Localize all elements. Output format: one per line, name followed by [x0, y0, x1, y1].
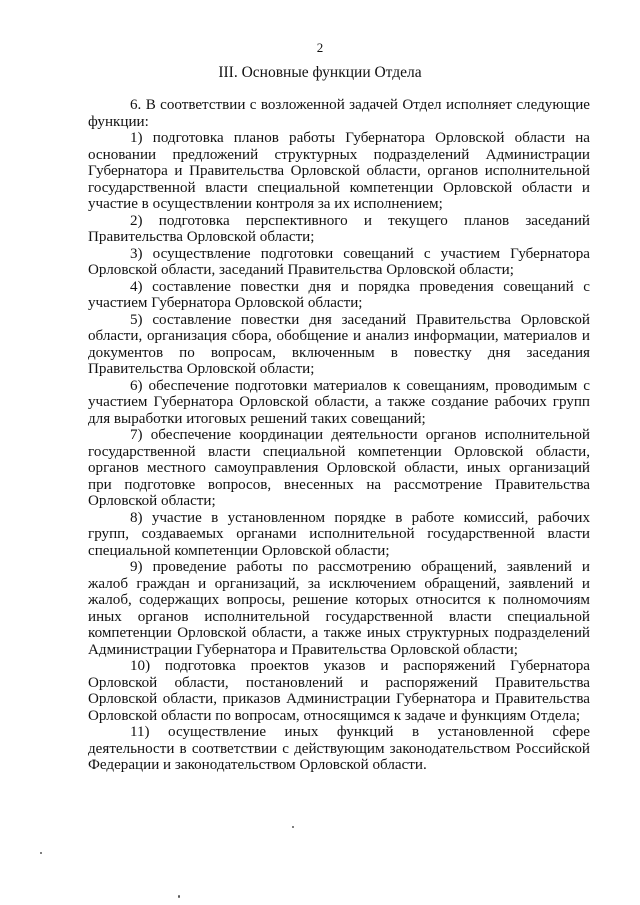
paragraph-item-4: 4) составление повестки дня и порядка проведения совещаний с участием Губернатора Орловской области;: [88, 278, 590, 311]
scan-speck: [292, 826, 294, 828]
paragraph-item-1: 1) подготовка планов работы Губернатора Орловской области на основании предложений структурных подразделений Администрации Губернатора и Правительства Орловской области, органов исполнительной государственной власти специальной компетенции Орловской области и участие в осуществлении контроля за их исполнением;: [88, 130, 590, 212]
paragraph-item-10: 10) подготовка проектов указов и распоряжений Губернатора Орловской области, постановлений и распоряжений Правительства Орловской области, приказов Администрации Губернатора и Правительства Орловской области по вопросам, относящимся к задаче и функциям Отдела;: [88, 658, 590, 724]
paragraph-item-2: 2) подготовка перспективного и текущего планов заседаний Правительства Орловской области;: [88, 212, 590, 245]
scan-speck: [40, 852, 42, 854]
page-number: 2: [316, 40, 324, 55]
paragraph-item-7: 7) обеспечение координации деятельности органов исполнительной государственной власти специальной компетенции Орловской области, органов местного самоуправления Орловской области, иных организаций при подготовке вопросов, внесенных на рассмотрение Правительства Орловской области;: [88, 427, 590, 509]
paragraph-item-11: 11) осуществление иных функций в установленной сфере деятельности в соответствии с действующим законодательством Российской Федерации и законодательством Орловской области.: [88, 724, 590, 773]
paragraph-item-9: 9) проведение работы по рассмотрению обращений, заявлений и жалоб граждан и организаций, за исключением обращений, заявлений и жалоб, содержащих вопросы, решение которых относится к полномочиям иных органов исполнительной государственной власти специальной компетенции Орловской области, а также иных структурных подразделений Администрации Губернатора и Правительства Орловской области;: [88, 559, 590, 658]
document-body: [88, 97, 590, 774]
scan-speck: [178, 895, 180, 898]
paragraph-item-6: 6) обеспечение подготовки материалов к совещаниям, проводимым с участием Губернатора Орловской области, а также создание рабочих групп для выработки итоговых решений таких совещаний;: [88, 377, 590, 427]
paragraph-intro: 6. В соответствии с возложенной задачей Отдел исполняет следующие функции:: [88, 97, 590, 130]
paragraph-item-5: 5) составление повестки дня заседаний Правительства Орловской области, организация сбора, обобщение и анализ информации, материалов и документов по вопросам, включенным в повестку дня заседания Правительства Орловской области;: [88, 311, 590, 377]
paragraph-item-8: 8) участие в установленном порядке в работе комиссий, рабочих групп, создаваемых органами исполнительной государственной власти специальной компетенции Орловской области;: [88, 509, 590, 559]
section-title: III. Основные функции Отдела: [218, 64, 422, 81]
paragraph-item-3: 3) осуществление подготовки совещаний с участием Губернатора Орловской области, заседаний Правительства Орловской области;: [88, 245, 590, 278]
